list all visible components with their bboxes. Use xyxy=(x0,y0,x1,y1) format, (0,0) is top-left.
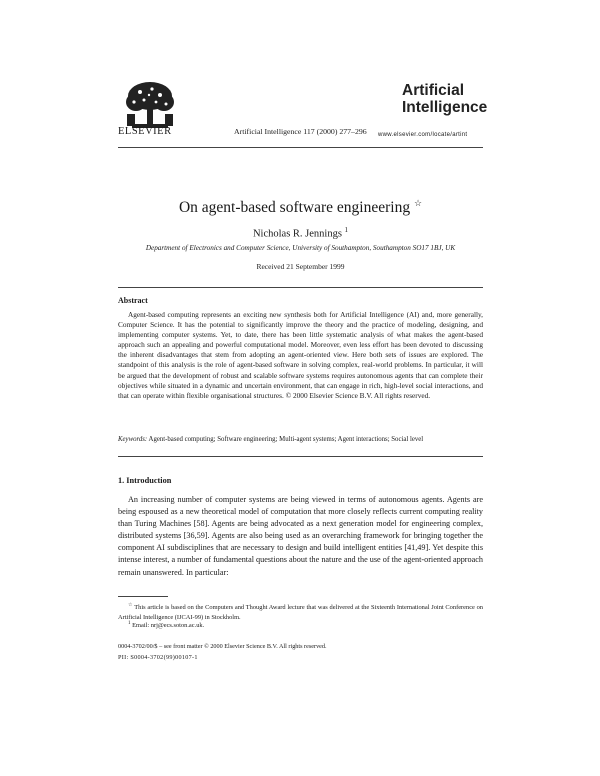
abstract-rule-top xyxy=(118,287,483,288)
author-affiliation: Department of Electronics and Computer Science, University of Southampton, Southampton SO17 1BJ, UK xyxy=(145,244,456,252)
copyright-line: 0004-3702/00/$ – see front matter © 2000 Elsevier Science B.V. All rights reserved. xyxy=(118,643,327,650)
section-heading-introduction: 1. Introduction xyxy=(118,476,172,485)
article-title-text: On agent-based software engineering xyxy=(178,199,411,217)
footnote-2-text: Email: nrj@ecs.soton.ac.uk. xyxy=(132,622,205,630)
journal-title-line1: Artificial xyxy=(402,82,465,99)
journal-title-line2: Intelligence xyxy=(402,99,488,116)
abstract-rule-bottom xyxy=(118,456,483,457)
author-footnote-mark: 1 xyxy=(344,226,349,234)
footnote-1 xyxy=(118,601,483,622)
pii-line: PII: S0004-3702(99)00107-1 xyxy=(118,654,198,661)
keywords-list: Agent-based computing; Software engineering; Multi-agent systems; Agent interactions; Social level xyxy=(148,436,424,443)
keywords-label: Keywords: xyxy=(118,436,148,443)
journal-title xyxy=(402,82,487,116)
footnote-1-text: This article is based on the Computers and Thought Award lecture that was delivered at the Sixteenth International Joint Conference on Artificial Intelligence (IJCAI-99) in Stockholm. xyxy=(118,604,484,621)
keywords-line xyxy=(118,436,488,443)
footnote-2-mark: 1 xyxy=(128,621,131,626)
footnote-rule xyxy=(118,596,168,597)
received-date: Received 21 September 1999 xyxy=(256,262,345,271)
title-footnote-mark: ☆ xyxy=(413,198,423,208)
journal-url[interactable]: www.elsevier.com/locate/artint xyxy=(378,132,468,138)
footnote-2 xyxy=(128,621,204,629)
article-title xyxy=(118,198,483,217)
author-line xyxy=(118,226,483,240)
author-name: Nicholas R. Jennings xyxy=(252,228,342,240)
elsevier-tree-logo xyxy=(122,80,178,132)
abstract-text: Agent-based computing represents an exciting new synthesis both for Artificial Intelligence (AI) and, more generally, Computer Science. It has the potential to significantly improve the theory and the practice of modeling, designing, and implementing computer systems. Yet, to date, there has been little systematic analysis of what makes the agent-based approach such an appealing and powerful computational model. Moreover, even less effort has been devoted to discussing the inherent disadvantages that stem from adopting an agent-oriented view. Here both sets of issues are explored. The standpoint of this analysis is the role of agent-based software in solving complex, real-world problems. In particular, it will be argued that the development of robust and scalable software systems requires autonomous agents that can complete their objectives while situated in a dynamic and uncertain environment, that can engage in rich, high-level social interactions, and that can operate within flexible organisational structures. © 2000 Elsevier Science B.V. All rights reserved. xyxy=(118,310,483,400)
publisher-name: ELSEVIER xyxy=(118,126,172,137)
introduction-paragraph: An increasing number of computer systems are being viewed in terms of autonomous agents. Agents are being espoused as a new theoretical model of computation that more closely reflects current computing reality than Turing Machines [58]. Agents are being advocated as a next generation model for engineering complex, distributed systems [36,59]. Agents are also being used as an overarching framework for bringing together the component AI subdisciplines that are necessary to design and build intelligent entities [41,49]. Yet despite this intense interest, a number of fundamental questions about the nature and the use of the agent-oriented approach remain unanswered. In particular: xyxy=(118,495,483,577)
abstract-heading: Abstract xyxy=(118,296,148,305)
footnote-1-mark: ☆ xyxy=(128,603,133,608)
journal-reference: Artificial Intelligence 117 (2000) 277–296 xyxy=(234,127,367,136)
header-rule xyxy=(118,147,483,148)
